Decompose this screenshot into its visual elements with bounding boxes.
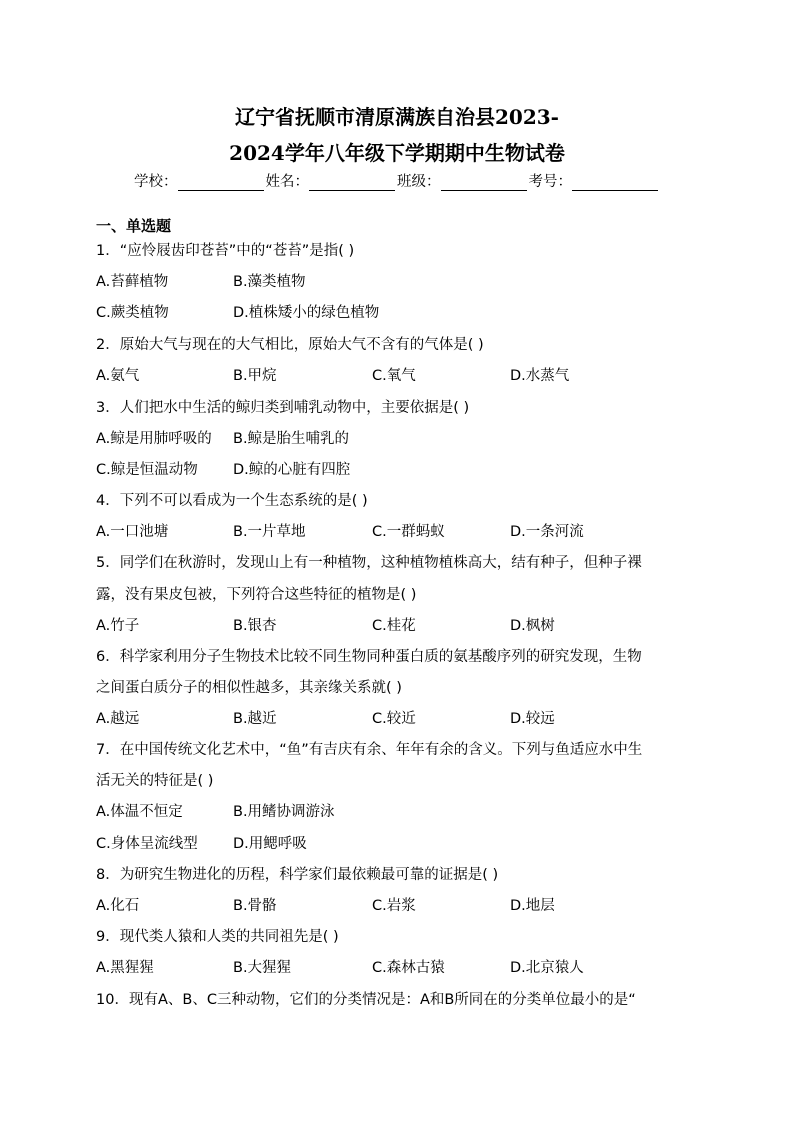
question-4-stem: 4．下列不可以看成为一个生态系统的是( )	[96, 493, 368, 509]
question-8-option-b: B.骨骼	[233, 898, 277, 914]
school-label: 学校：	[134, 174, 178, 190]
question-7-option-d: D.用鳃呼吸	[233, 836, 307, 852]
question-6-option-b: B.越近	[233, 711, 277, 727]
name-field	[266, 170, 398, 191]
exam-title-line1: 辽宁省抚顺市清原满族自治县2023-	[235, 105, 559, 129]
question-1-option-a: A.苔藓植物	[96, 274, 169, 290]
question-5-option-d: D.枫树	[510, 618, 555, 634]
question-3-option-a: A.鲸是用肺呼吸的	[96, 431, 212, 447]
question-3-option-b: B.鲸是胎生哺乳的	[233, 431, 350, 447]
question-7-stem-line1: 7．在中国传统文化艺术中，“鱼”有吉庆有余、年年有余的含义。下列与鱼适应水中生	[96, 742, 643, 758]
question-5-stem-line2: 露，没有果皮包被，下列符合这些特征的植物是( )	[96, 587, 417, 603]
question-4-option-b: B.一片草地	[233, 524, 306, 540]
name-blank[interactable]	[309, 177, 395, 191]
question-8-stem: 8．为研究生物进化的历程，科学家们最依赖最可靠的证据是( )	[96, 867, 499, 883]
question-9-option-c: C.森林古猿	[372, 960, 445, 976]
question-3-stem: 3．人们把水中生活的鲸归类到哺乳动物中，主要依据是( )	[96, 400, 470, 416]
question-9-option-d: D.北京猿人	[510, 960, 584, 976]
section-heading: 一、单选题	[96, 217, 172, 235]
exam-number-label: 考号：	[528, 174, 572, 190]
question-8-option-d: D.地层	[510, 898, 555, 914]
exam-number-field	[529, 170, 661, 191]
question-9-option-a: A.黑猩猩	[96, 960, 154, 976]
question-2-option-a: A.氨气	[96, 368, 140, 384]
question-8-option-a: A.化石	[96, 898, 140, 914]
school-field	[134, 170, 266, 191]
school-blank[interactable]	[178, 177, 264, 191]
question-1-stem: 1．“应怜屐齿印苍苔”中的“苍苔”是指( )	[96, 243, 355, 259]
question-5-option-a: A.竹子	[96, 618, 140, 634]
question-3-option-c: C.鲸是恒温动物	[96, 462, 198, 478]
question-10-stem: 10．现有A、B、C三种动物，它们的分类情况是：A和B所同在的分类单位最小的是“	[96, 992, 636, 1008]
name-label: 姓名：	[265, 174, 309, 190]
class-label: 班级：	[397, 174, 441, 190]
question-4-option-a: A.一口池塘	[96, 524, 169, 540]
question-9-option-b: B.大猩猩	[233, 960, 292, 976]
question-1-option-d: D.植株矮小的绿色植物	[233, 305, 380, 321]
question-5-stem-line1: 5．同学们在秋游时，发现山上有一种植物，这种植物植株高大，结有种子，但种子裸	[96, 555, 642, 571]
question-2-option-c: C.氧气	[372, 368, 416, 384]
question-5-option-b: B.银杏	[233, 618, 277, 634]
question-6-option-c: C.较近	[372, 711, 416, 727]
exam-title-line2: 2024学年八年级下学期期中生物试卷	[229, 141, 565, 165]
student-info-row	[0, 170, 794, 191]
question-2-option-d: D.水蒸气	[510, 368, 570, 384]
question-7-option-a: A.体温不恒定	[96, 804, 183, 820]
class-blank[interactable]	[441, 177, 527, 191]
question-6-stem-line1: 6．科学家利用分子生物技术比较不同生物同种蛋白质的氨基酸序列的研究发现，生物	[96, 649, 642, 665]
exam-number-blank[interactable]	[572, 177, 658, 191]
question-8-option-c: C.岩浆	[372, 898, 416, 914]
class-field	[397, 170, 529, 191]
question-3-option-d: D.鲸的心脏有四腔	[233, 462, 351, 478]
question-7-option-c: C.身体呈流线型	[96, 836, 198, 852]
question-6-option-a: A.越远	[96, 711, 140, 727]
question-6-stem-line2: 之间蛋白质分子的相似性越多，其亲缘关系就( )	[96, 680, 402, 696]
question-5-option-c: C.桂花	[372, 618, 416, 634]
question-2-stem: 2．原始大气与现在的大气相比，原始大气不含有的气体是( )	[96, 337, 484, 353]
question-1-option-c: C.蕨类植物	[96, 305, 169, 321]
question-4-option-c: C.一群蚂蚁	[372, 524, 445, 540]
question-6-option-d: D.较远	[510, 711, 555, 727]
question-2-option-b: B.甲烷	[233, 368, 277, 384]
question-1-option-b: B.藻类植物	[233, 274, 306, 290]
question-7-stem-line2: 活无关的特征是( )	[96, 773, 214, 789]
question-7-option-b: B.用鳍协调游泳	[233, 804, 335, 820]
question-9-stem: 9．现代类人猿和人类的共同祖先是( )	[96, 929, 339, 945]
question-4-option-d: D.一条河流	[510, 524, 584, 540]
